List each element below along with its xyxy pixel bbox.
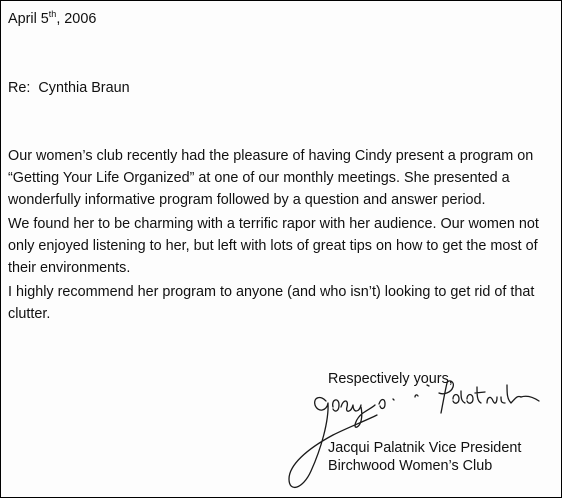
body-paragraph-2: We found her to be charming with a terrific rapor with her audience. Our women not only enjoyed listening to her, but left with lots of great tips on how to get the most of their environments. — [8, 216, 539, 276]
body-paragraph-1: Our women’s club recently had the pleasure of having Cindy present a program on “Getting Your Life Organized” at one of our monthly meetings. She presented a wonderfully informative program followed by a question and answer period. — [8, 148, 534, 208]
closing-salutation: Respectively yours, — [328, 371, 453, 387]
re-line — [8, 77, 130, 99]
date-ordinal-suffix: th — [48, 9, 57, 19]
body-paragraph-3: I highly recommend her program to anyone (and who isn’t) looking to get rid of that clutter. — [8, 284, 535, 322]
re-subject-name: Cynthia Braun — [38, 80, 130, 96]
signer-organization: Birchwood Women’s Club — [328, 458, 493, 474]
date-day: April 5 — [8, 11, 49, 27]
letter-date — [8, 8, 96, 30]
signer-name-title: Jacqui Palatnik Vice President — [328, 440, 522, 456]
re-label: Re: — [8, 80, 31, 96]
date-year: , 2006 — [56, 11, 97, 27]
